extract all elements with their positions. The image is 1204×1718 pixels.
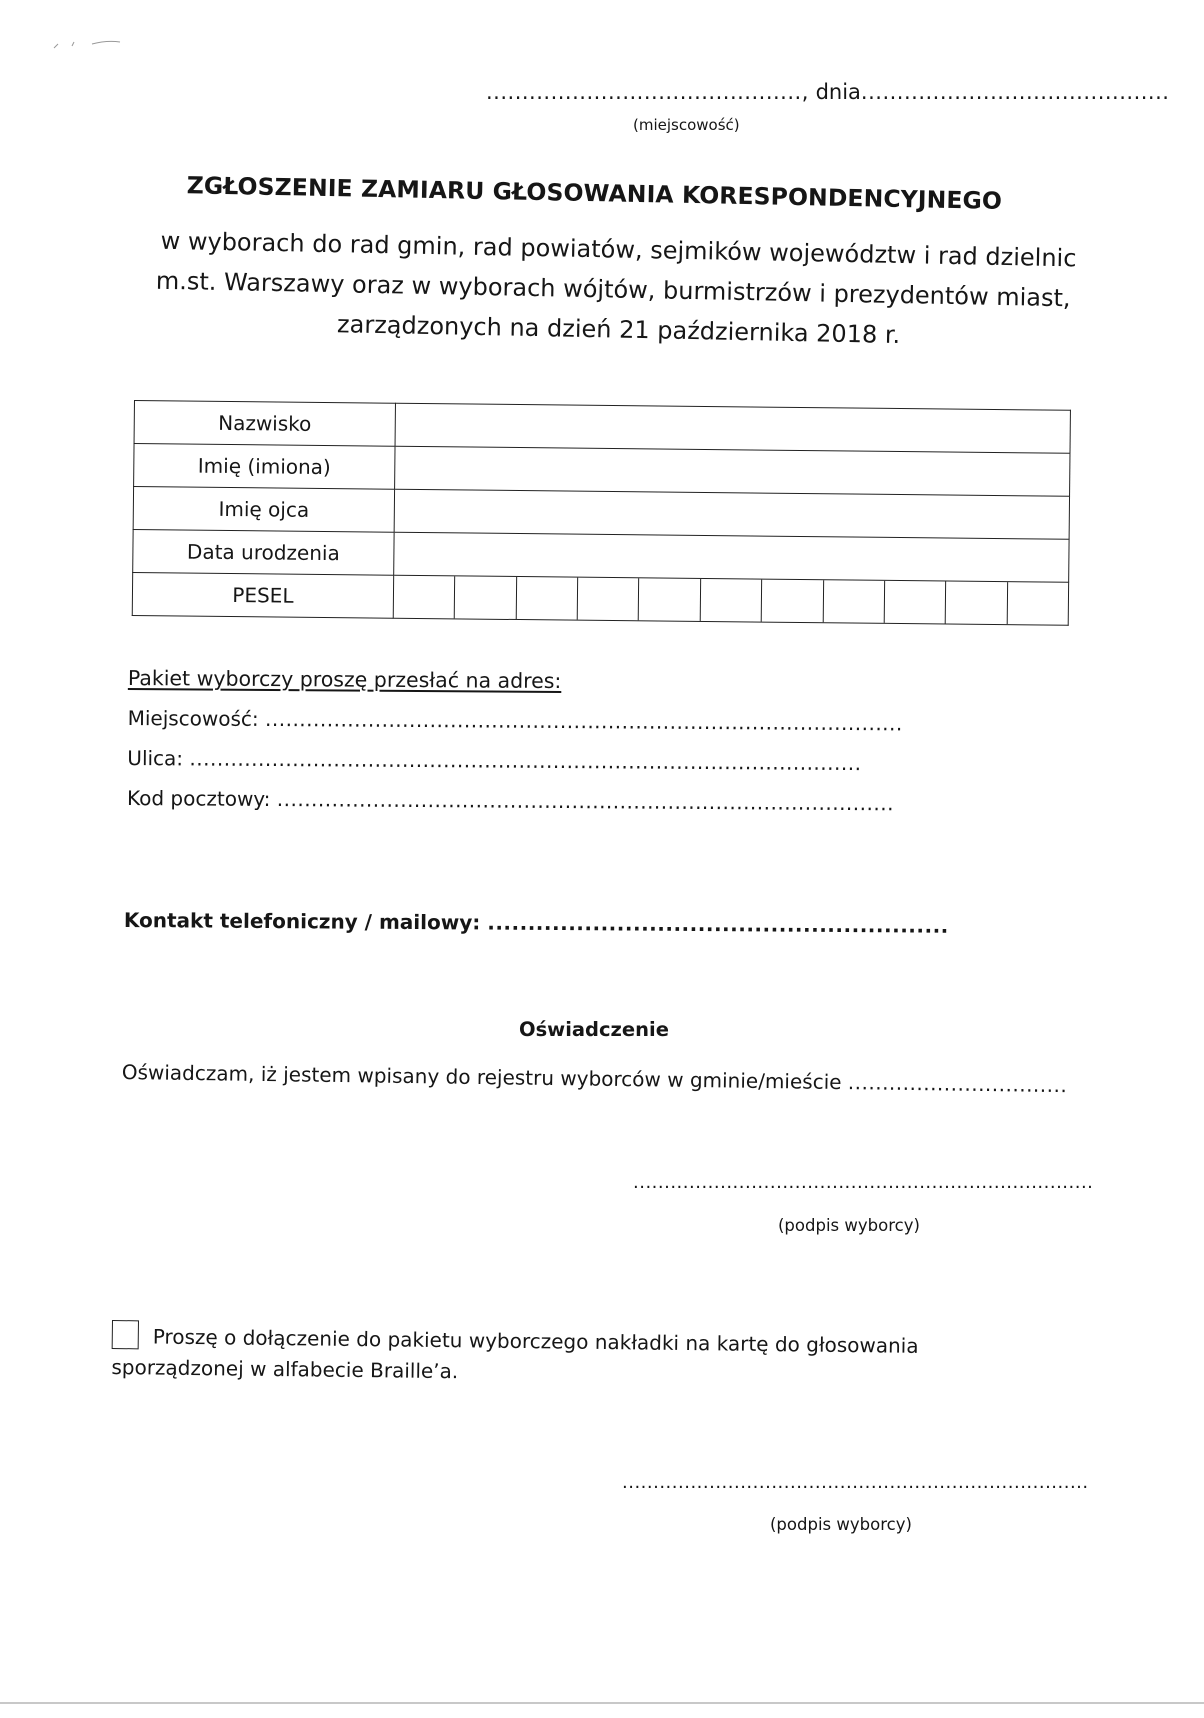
pesel-digit-box[interactable] — [455, 576, 517, 619]
first-names-field[interactable] — [395, 446, 1070, 496]
scan-mark — [52, 38, 122, 52]
place-caption: (miejscowość) — [633, 116, 740, 134]
contact-field[interactable]: ......................................................... — [487, 910, 949, 938]
surname-label: Nazwisko — [134, 401, 395, 447]
pesel-field — [393, 575, 1068, 625]
statement-heading: Oświadczenie — [519, 1018, 669, 1041]
place-date-line — [486, 80, 1169, 104]
personal-data-table — [132, 400, 1071, 626]
subtitle-line-3: zarządzonych na dzień 21 października 2018 r. — [336, 310, 901, 350]
pesel-digit-box[interactable] — [701, 579, 763, 622]
braille-line-2: sporządzonej w alfabecie Braille’a. — [111, 1354, 459, 1384]
braille-line-1: Proszę o dołączenie do pakietu wyborczego nakładki na kartę do głosowania — [152, 1324, 919, 1358]
place-field[interactable]: ............................................, — [486, 80, 809, 104]
postal-code-label: Kod pocztowy: — [126, 785, 271, 811]
subtitle-line-1: w wyborach do rad gmin, rad powiatów, sejmików województw i rad dzielnic — [160, 226, 1077, 273]
pesel-digit-box[interactable] — [639, 578, 701, 621]
table-row — [132, 572, 1068, 625]
surname-field[interactable] — [395, 403, 1070, 453]
signature-field-2[interactable]: ........................................................................... — [622, 1472, 1089, 1493]
statement-municipality-field[interactable]: ................................ — [847, 1070, 1068, 1098]
pesel-digit-box[interactable] — [516, 577, 578, 620]
scan-edge-line — [0, 1702, 1204, 1704]
statement-row — [122, 1060, 1068, 1097]
date-label: dnia — [815, 80, 861, 104]
subtitle-line-2: m.st. Warszawy oraz w wyborach wójtów, burmistrzów i prezydentów miast, — [155, 266, 1071, 313]
braille-line-1-row — [112, 1320, 952, 1359]
birth-date-label: Data urodzenia — [133, 529, 394, 575]
birth-date-field[interactable] — [394, 532, 1069, 582]
pesel-label: PESEL — [132, 572, 393, 618]
address-section — [127, 666, 903, 815]
page-title: ZGŁOSZENIE ZAMIARU GŁOSOWANIA KORESPONDENCYJNEGO — [186, 171, 1003, 215]
contact-row — [124, 908, 949, 938]
pesel-digit-box[interactable] — [762, 580, 824, 623]
first-names-label: Imię (imiona) — [134, 444, 395, 490]
address-header: Pakiet wyborczy proszę przesłać na adres: — [127, 666, 562, 694]
street-field[interactable]: .................................................................................................. — [189, 746, 862, 776]
date-field[interactable]: ........................................... — [860, 80, 1170, 104]
pesel-digit-box[interactable] — [823, 580, 885, 623]
address-postal-row — [127, 786, 902, 815]
signature-field-1[interactable]: .......................................................................... — [633, 1172, 1094, 1193]
pesel-digit-box[interactable] — [578, 578, 640, 621]
father-name-label: Imię ojca — [133, 487, 394, 533]
pesel-digit-box[interactable] — [394, 576, 456, 619]
city-label: Miejscowość: — [127, 705, 259, 731]
pesel-digit-boxes — [394, 576, 1068, 625]
signature-caption-2: (podpis wyborcy) — [770, 1515, 912, 1534]
contact-label: Kontakt telefoniczny / mailowy: — [123, 908, 481, 935]
address-street-row — [127, 746, 902, 775]
father-name-field[interactable] — [394, 489, 1069, 539]
address-city-row — [128, 706, 903, 735]
braille-request — [111, 1320, 952, 1389]
braille-checkbox[interactable] — [112, 1320, 139, 1349]
street-label: Ulica: — [127, 745, 184, 771]
postal-code-field[interactable]: .......................................................................................... — [276, 787, 895, 816]
signature-caption-1: (podpis wyborcy) — [778, 1216, 920, 1235]
pesel-digit-box[interactable] — [1007, 582, 1068, 625]
pesel-digit-box[interactable] — [885, 581, 947, 624]
title-block — [117, 170, 1100, 359]
statement-text: Oświadczam, iż jestem wpisany do rejestru wyborców w gminie/mieście — [121, 1060, 842, 1095]
city-field[interactable]: ............................................................................................. — [264, 706, 903, 736]
pesel-digit-box[interactable] — [946, 582, 1008, 625]
